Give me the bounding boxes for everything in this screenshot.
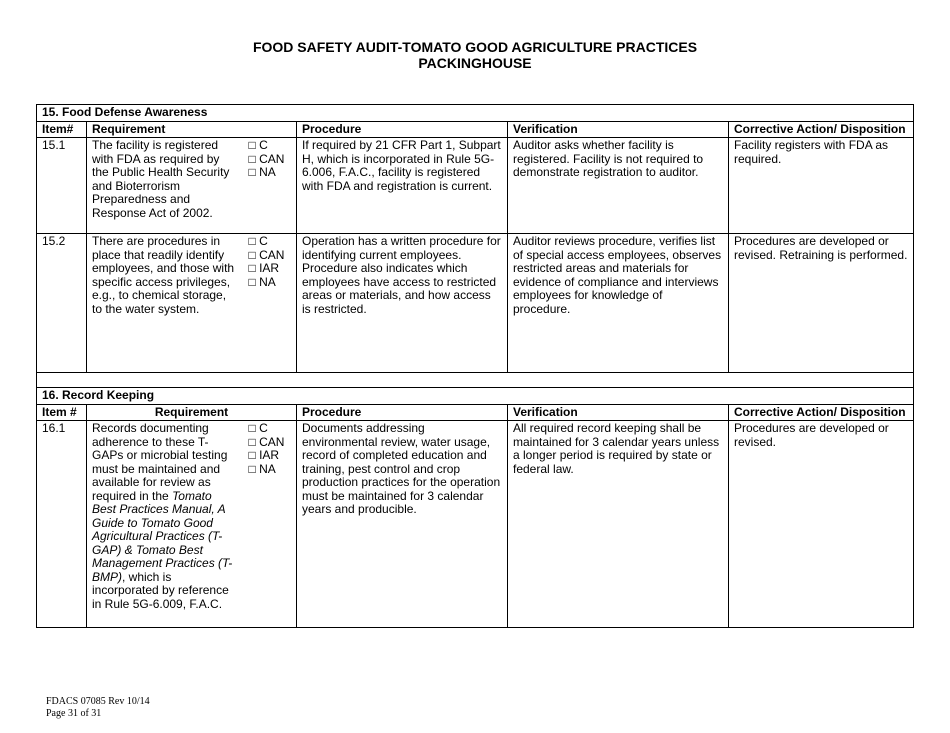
verification-text: Auditor asks whether facility is registered. Facility is not required to demonstrate registration to auditor. [508,138,729,234]
header-requirement: Requirement [87,404,297,421]
table-row [37,138,914,234]
section-heading-row [37,388,914,405]
requirement-text: The facility is registered with FDA as required by the Public Health Security and Bioterrorism Preparedness and Response Act of 2002. [87,138,244,234]
section-spacer [37,373,914,388]
footer [46,696,150,720]
compliance-options[interactable] [244,421,297,628]
procedure-text: If required by 21 CFR Part 1, Subpart H, which is incorporated in Rule 5G-6.006, F.A.C., facility is registered with FDA and registration is current. [297,138,508,234]
option-c-checkbox[interactable]: □ C [248,421,268,435]
requirement-text [87,421,244,628]
table-row [37,234,914,373]
section-heading: 15. Food Defense Awareness [37,105,914,122]
option-c-checkbox[interactable]: □ C [248,234,268,248]
document-title-line2: PACKINGHOUSE [418,55,532,71]
form-number: FDACS 07085 Rev 10/14 [46,696,150,707]
header-item: Item # [37,404,87,421]
header-procedure: Procedure [297,404,508,421]
spacer-cell [37,373,914,388]
section-heading: 16. Record Keeping [37,388,914,405]
column-header-row [37,121,914,138]
verification-text: All required record keeping shall be maintained for 3 calendar years unless a longer period is required by state or federal law. [508,421,729,628]
option-c-checkbox[interactable]: □ C [248,138,268,152]
item-number: 15.1 [37,138,87,234]
requirement-text-part: Records documenting adherence to these T-GAPs or microbial testing must be maintained and available for review as required in the [92,421,228,503]
option-iar-checkbox[interactable]: □ IAR [248,448,280,462]
procedure-text: Documents addressing environmental review, water usage, record of completed education and training, pest control and crop production practices for the operation must be maintained for 3 calendar years and producible. [297,421,508,628]
header-verification: Verification [508,121,729,138]
item-number: 15.2 [37,234,87,373]
option-can-checkbox[interactable]: □ CAN [248,434,285,449]
column-header-row [37,404,914,421]
option-iar-checkbox[interactable]: □ IAR [248,261,280,275]
manual-title: Tomato Best Practices Manual, A Guide to Tomato Good Agricultural Practices (T-GAP) & Tomato Best Management Practices (T-BMP) [92,488,233,584]
section-heading-row [37,105,914,122]
procedure-text: Operation has a written procedure for identifying current employees. Procedure also indicates which employees have access to restricted areas or materials, and how access is restricted. [297,234,508,373]
compliance-options[interactable] [244,138,297,234]
verification-text: Auditor reviews procedure, verifies list of special access employees, observes restricted areas and materials for evidence of compliance and interviews employees for knowledge of procedure. [508,234,729,373]
header-corrective-action: Corrective Action/ Disposition [729,121,914,138]
option-na-checkbox[interactable]: □ NA [248,461,276,476]
option-na-checkbox[interactable]: □ NA [248,274,276,289]
item-number: 16.1 [37,421,87,628]
compliance-options[interactable] [244,234,297,373]
header-requirement: Requirement [87,121,297,138]
table-row [37,421,914,628]
corrective-action-text: Procedures are developed or revised. [729,421,914,628]
audit-table [36,104,914,628]
requirement-text: There are procedures in place that readily identify employees, and those with specific access privileges, e.g., to chemical storage, to the water system. [87,234,244,373]
document-title-line1: FOOD SAFETY AUDIT-TOMATO GOOD AGRICULTURE PRACTICES [252,39,698,55]
header-item: Item# [37,121,87,138]
option-can-checkbox[interactable]: □ CAN [248,151,285,166]
option-na-checkbox[interactable]: □ NA [248,165,276,179]
corrective-action-text: Procedures are developed or revised. Retraining is performed. [729,234,914,373]
header-verification: Verification [508,404,729,421]
option-can-checkbox[interactable]: □ CAN [248,247,285,262]
requirement-text-part: , which is incorporated by reference in Rule 5G-6.009, F.A.C. [92,569,229,611]
page-number: Page 31 of 31 [46,708,102,719]
header-procedure: Procedure [297,121,508,138]
header-corrective-action: Corrective Action/ Disposition [729,404,914,421]
corrective-action-text: Facility registers with FDA as required. [729,138,914,234]
